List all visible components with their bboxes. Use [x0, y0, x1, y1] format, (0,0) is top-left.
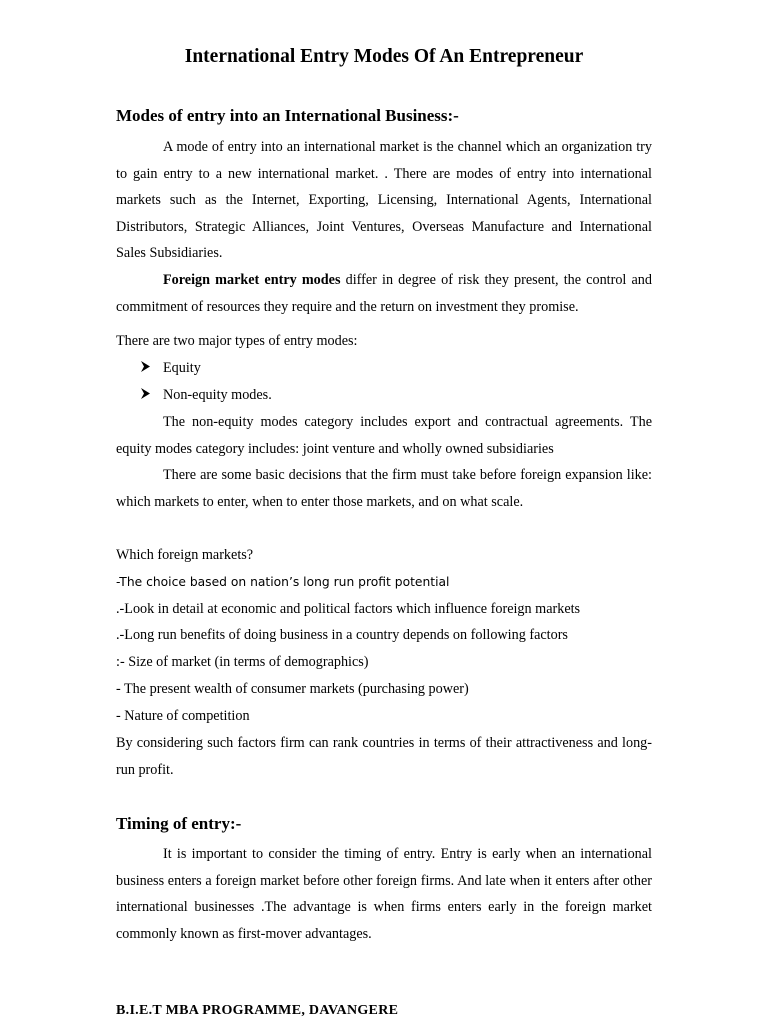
- arrowhead-bullet-icon: [140, 382, 163, 409]
- paragraph-ranking: By considering such factors firm can rank countries in terms of their attractiveness and long-run profit.: [116, 735, 652, 778]
- paragraph-mode-definition: A mode of entry into an international market is the channel which an organization try to gain entry to a new international market. . There are modes of entry into international markets such as the Internet, Exporting, Licensing, International Agents, International Distributors, Strategic Alliances, Joint Ventures, Overseas Manufacture and International Sales Subsidiaries.: [116, 139, 652, 261]
- section-heading-timing: Timing of entry:-: [116, 814, 242, 833]
- paragraph-foreign-market-entry: [116, 267, 652, 320]
- text-line: :- Size of market (in terms of demographics): [116, 654, 369, 670]
- text-line: - Nature of competition: [116, 708, 250, 724]
- page-title: International Entry Modes Of An Entrepreneur: [184, 46, 584, 67]
- bold-term: Foreign market entry modes: [163, 272, 341, 288]
- list-item: [140, 355, 272, 382]
- text-line: .-Look in detail at economic and political factors which influence foreign markets: [116, 601, 581, 617]
- section-heading-modes: Modes of entry into an International Business:-: [116, 106, 459, 125]
- types-intro: There are two major types of entry modes:: [116, 333, 358, 349]
- paragraph-basic-decisions: There are some basic decisions that the firm must take before foreign expansion like: which markets to enter, when to enter those markets, and on what scale.: [116, 467, 652, 510]
- entry-mode-list: [140, 355, 272, 408]
- arrowhead-bullet-icon: [140, 355, 163, 382]
- text-line: Which foreign markets?: [116, 547, 254, 563]
- list-item: [140, 382, 272, 409]
- text-line: - The present wealth of consumer markets (purchasing power): [116, 681, 469, 697]
- text-line: .-Long run benefits of doing business in a country depends on following factors: [116, 627, 568, 643]
- page-footer: B.I.E.T MBA PROGRAMME, DAVANGERE: [116, 1003, 399, 1018]
- paragraph-text: differ in degree of risk they present, the control and commitment of resources they require and the return on investment they promise.: [116, 272, 652, 315]
- list-item-label: Equity: [163, 360, 201, 376]
- paragraph-equity-categories: The non-equity modes category includes export and contractual agreements. The equity modes category includes: joint venture and wholly owned subsidiaries: [116, 414, 652, 457]
- text-line-content: -The choice based on nation’s long run profit potential: [116, 575, 450, 589]
- text-line: [116, 569, 449, 596]
- paragraph-timing: It is important to consider the timing of entry. Entry is early when an international business enters a foreign market before other foreign firms. And late when it enters after other international businesses .The advantage is when firms enters early in the foreign market commonly known as first-mover advantages.: [116, 846, 652, 942]
- list-item-label: Non-equity modes.: [163, 386, 272, 403]
